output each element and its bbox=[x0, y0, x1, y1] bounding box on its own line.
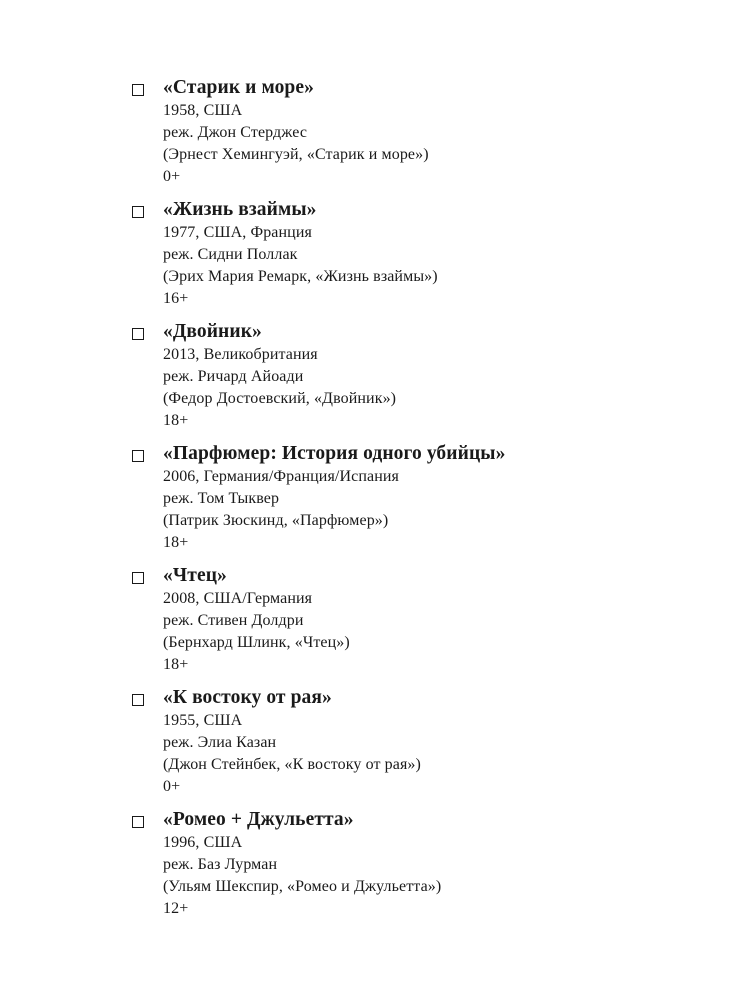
film-director: реж. Стивен Долдри bbox=[163, 612, 304, 629]
film-item bbox=[130, 686, 690, 808]
film-year-country: 2006, Германия/Франция/Испания bbox=[163, 468, 399, 485]
film-item bbox=[130, 76, 690, 198]
film-year-country: 1958, США bbox=[163, 102, 243, 119]
film-rating: 18+ bbox=[163, 412, 189, 429]
film-list bbox=[130, 76, 690, 930]
film-director: реж. Баз Лурман bbox=[163, 856, 278, 873]
film-year-country: 1977, США, Франция bbox=[163, 224, 312, 241]
film-item bbox=[130, 320, 690, 442]
film-year-country: 1996, США bbox=[163, 834, 243, 851]
film-entry bbox=[163, 808, 690, 920]
film-item bbox=[130, 564, 690, 686]
film-year-country: 2008, США/Германия bbox=[163, 590, 313, 607]
film-year-country: 1955, США bbox=[163, 712, 243, 729]
film-title: «Старик и море» bbox=[163, 77, 314, 98]
checkbox[interactable] bbox=[132, 84, 144, 96]
film-item bbox=[130, 198, 690, 320]
checkbox[interactable] bbox=[132, 816, 144, 828]
film-rating: 18+ bbox=[163, 656, 189, 673]
film-director: реж. Ричард Айоади bbox=[163, 368, 304, 385]
film-title: «Парфюмер: История одного убийцы» bbox=[163, 443, 506, 464]
film-director: реж. Сидни Поллак bbox=[163, 246, 298, 263]
checkbox[interactable] bbox=[132, 694, 144, 706]
checkbox[interactable] bbox=[132, 328, 144, 340]
film-source: (Эрнест Хемингуэй, «Старик и море») bbox=[163, 146, 429, 163]
checkbox[interactable] bbox=[132, 206, 144, 218]
film-rating: 18+ bbox=[163, 534, 189, 551]
film-year-country: 2013, Великобритания bbox=[163, 346, 318, 363]
film-rating: 16+ bbox=[163, 290, 189, 307]
film-item bbox=[130, 442, 690, 564]
film-rating: 12+ bbox=[163, 900, 189, 917]
film-source: (Джон Стейнбек, «К востоку от рая») bbox=[163, 756, 421, 773]
film-source: (Эрих Мария Ремарк, «Жизнь взаймы») bbox=[163, 268, 438, 285]
film-director: реж. Элиа Казан bbox=[163, 734, 277, 751]
film-rating: 0+ bbox=[163, 168, 181, 185]
film-entry bbox=[163, 320, 690, 432]
checkbox[interactable] bbox=[132, 450, 144, 462]
film-director: реж. Джон Стерджес bbox=[163, 124, 308, 141]
film-source: (Бернхард Шлинк, «Чтец») bbox=[163, 634, 350, 651]
film-source: (Патрик Зюскинд, «Парфюмер») bbox=[163, 512, 389, 529]
film-item bbox=[130, 808, 690, 930]
film-source: (Ульям Шекспир, «Ромео и Джульетта») bbox=[163, 878, 442, 895]
film-rating: 0+ bbox=[163, 778, 181, 795]
film-entry bbox=[163, 76, 690, 188]
film-title: «Чтец» bbox=[163, 565, 227, 586]
film-entry bbox=[163, 442, 690, 554]
film-title: «К востоку от рая» bbox=[163, 687, 332, 708]
film-source: (Федор Достоевский, «Двойник») bbox=[163, 390, 397, 407]
film-title: «Жизнь взаймы» bbox=[163, 199, 317, 220]
film-entry bbox=[163, 686, 690, 798]
film-director: реж. Том Тыквер bbox=[163, 490, 280, 507]
checkbox[interactable] bbox=[132, 572, 144, 584]
film-entry bbox=[163, 198, 690, 310]
film-title: «Ромео + Джульетта» bbox=[163, 809, 354, 830]
film-title: «Двойник» bbox=[163, 321, 262, 342]
film-entry bbox=[163, 564, 690, 676]
